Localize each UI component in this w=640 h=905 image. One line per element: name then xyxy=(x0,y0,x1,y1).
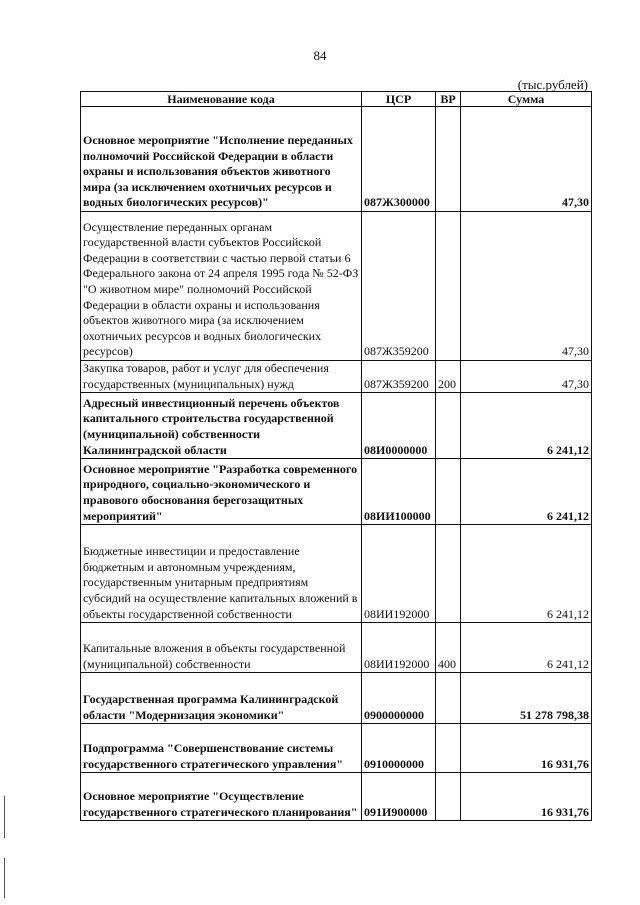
header-name: Наименование кода xyxy=(81,92,362,107)
row-code: 0910000000 xyxy=(362,724,436,773)
row-vr xyxy=(436,724,461,773)
table-row xyxy=(81,525,592,623)
table-row xyxy=(81,773,592,821)
header-sum: Сумма xyxy=(461,92,592,107)
scan-edge-mark xyxy=(4,858,5,898)
row-name: Закупка товаров, работ и услуг для обеспечения государственных (муниципальных) нужд xyxy=(81,361,362,393)
table-row xyxy=(81,673,592,724)
row-sum: 6 241,12 xyxy=(461,459,592,525)
row-name: Основное мероприятие "Осуществление государственного стратегического планирования" xyxy=(81,773,362,821)
header-vr: ВР xyxy=(436,92,461,107)
row-sum: 6 241,12 xyxy=(461,525,592,623)
row-sum: 6 241,12 xyxy=(461,623,592,673)
row-sum: 16 931,76 xyxy=(461,724,592,773)
row-vr xyxy=(436,673,461,724)
row-name: Подпрограмма "Совершенствование системы государственного стратегического управления" xyxy=(81,724,362,773)
table-row xyxy=(81,623,592,673)
row-vr xyxy=(436,525,461,623)
row-name: Основное мероприятие "Разработка современного природного, социально-экономического и правового обоснования берегозащитных мероприятий" xyxy=(81,459,362,525)
table-row xyxy=(81,107,592,212)
row-vr: 400 xyxy=(436,623,461,673)
row-code: 08ИИ192000 xyxy=(362,623,436,673)
row-sum: 51 278 798,38 xyxy=(461,673,592,724)
row-vr xyxy=(436,393,461,459)
table-row xyxy=(81,459,592,525)
row-name: Капитальные вложения в объекты государственной (муниципальной) собственности xyxy=(81,623,362,673)
row-name: Осуществление переданных органам государственной власти субъектов Российской Федерации в соответствии с частью первой статьи 6 Федерального закона от 24 апреля 1995 года № 52-ФЗ "О животном мире" полномочий Российской Федерации в области охраны и использования объектов животного мира (за исключением охотничьих ресурсов и водных биологических ресурсов) xyxy=(81,212,362,361)
row-vr xyxy=(436,459,461,525)
table-row xyxy=(81,212,592,361)
page-number: 84 xyxy=(313,48,327,63)
budget-table xyxy=(80,91,592,821)
row-sum: 47,30 xyxy=(461,212,592,361)
table-row xyxy=(81,361,592,393)
row-sum: 6 241,12 xyxy=(461,393,592,459)
row-vr xyxy=(436,212,461,361)
row-name: Государственная программа Калининградской области "Модернизация экономики" xyxy=(81,673,362,724)
header-code: ЦСР xyxy=(362,92,436,107)
table-row xyxy=(81,724,592,773)
table-header-row xyxy=(81,92,592,107)
row-sum: 16 931,76 xyxy=(461,773,592,821)
row-code: 087Ж359200 xyxy=(362,212,436,361)
row-code: 0900000000 xyxy=(362,673,436,724)
row-vr xyxy=(436,773,461,821)
unit-label: (тыс.рублей) xyxy=(517,77,588,92)
row-code: 08И0000000 xyxy=(362,393,436,459)
table-row xyxy=(81,393,592,459)
row-name: Адресный инвестиционный перечень объектов капитального строительства государственной (муниципальной) собственности Калининградской области xyxy=(81,393,362,459)
row-code: 08ИИ192000 xyxy=(362,525,436,623)
row-sum: 47,30 xyxy=(461,107,592,212)
row-code: 087Ж359200 xyxy=(362,361,436,393)
row-name: Бюджетные инвестиции и предоставление бюджетным и автономным учреждениям, государственным унитарным предприятиям субсидий на осуществление капитальных вложений в объекты государственной собственности xyxy=(81,525,362,623)
scan-edge-mark xyxy=(4,796,5,838)
row-code: 091И900000 xyxy=(362,773,436,821)
row-sum: 47,30 xyxy=(461,361,592,393)
row-code: 087Ж300000 xyxy=(362,107,436,212)
row-code: 08ИИ100000 xyxy=(362,459,436,525)
row-vr xyxy=(436,107,461,212)
row-vr: 200 xyxy=(436,361,461,393)
row-name: Основное мероприятие "Исполнение переданных полномочий Российской Федерации в области охраны и использования объектов животного мира (за исключением охотничьих ресурсов и водных биологических ресурсов)" xyxy=(81,107,362,212)
